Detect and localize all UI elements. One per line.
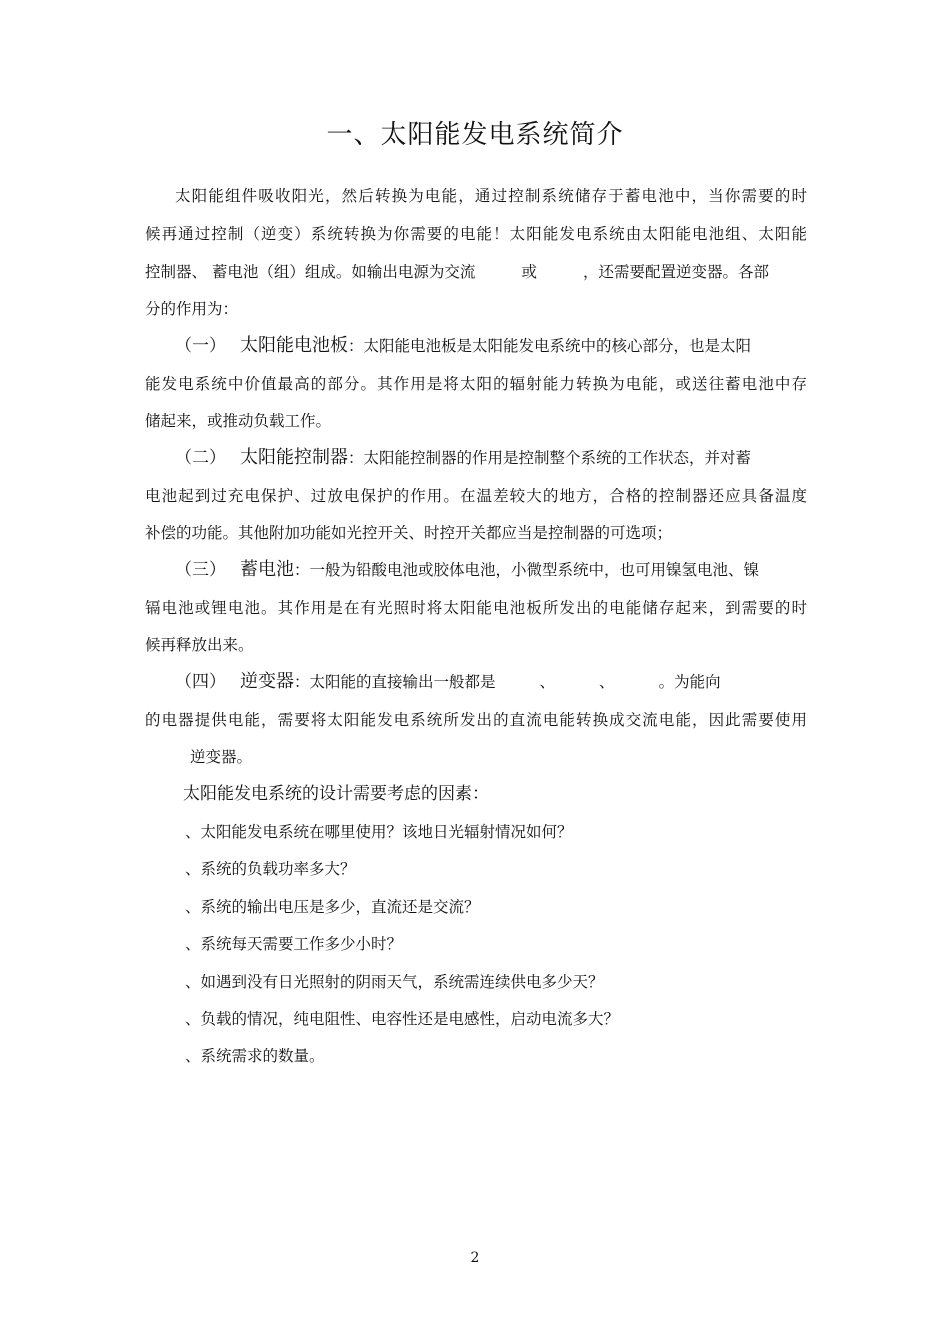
factor-item-1: 、太阳能发电系统在哪里使用？该地日光辐射情况如何？ bbox=[185, 823, 573, 841]
intro-line-3-c: ，还需要配置逆变器。各部 bbox=[582, 263, 769, 281]
factor-item-5: 、如遇到没有日光照射的阴雨天气，系统需连续供电多少天？ bbox=[185, 973, 604, 991]
intro-line-3 bbox=[145, 260, 807, 284]
section-2-number: （二） bbox=[175, 448, 226, 468]
section-4-line-1 bbox=[175, 670, 807, 694]
factor-item-3: 、系统的输出电压是多少，直流还是交流？ bbox=[185, 898, 480, 916]
factor-item-4: 、系统每天需要工作多少小时？ bbox=[185, 935, 403, 953]
section-1-text: 太阳能电池板是太阳能发电系统中的核心部分，也是太阳 bbox=[363, 337, 752, 355]
page-title: 一、太阳能发电系统简介 bbox=[326, 120, 624, 150]
section-4-line-3: 逆变器。 bbox=[190, 748, 253, 766]
factor-item-6: 、负载的情况，纯电阻性、电容性还是电感性，启动电流多大？ bbox=[185, 1010, 620, 1028]
section-2-text: 太阳能控制器的作用是控制整个系统的工作状态，并对蓄 bbox=[363, 449, 752, 467]
section-3-text: 一般为铅酸电池或胶体电池，小微型系统中，也可用镍氢电池、镍 bbox=[309, 561, 760, 579]
section-3-line-3: 候再释放出来。 bbox=[145, 636, 254, 654]
section-3-line-1 bbox=[175, 558, 807, 582]
section-4-line-2: 的电器提供电能，需要将太阳能发电系统所发出的直流电能转换成交流电能，因此需要使用 bbox=[145, 711, 807, 729]
section-4-text-c: 、 bbox=[599, 673, 615, 691]
section-4-text-d: 。为能向 bbox=[658, 673, 721, 691]
intro-line-1: 太阳能组件吸收阳光，然后转换为电能，通过控制系统储存于蓄电池中，当你需要的时 bbox=[175, 187, 807, 205]
section-2-heading: 太阳能控制器 bbox=[240, 447, 348, 468]
section-1-colon: ： bbox=[348, 337, 364, 355]
section-1-heading: 太阳能电池板 bbox=[240, 335, 348, 356]
factors-heading: 太阳能发电系统的设计需要考虑的因素： bbox=[183, 784, 489, 804]
section-4-text-a: 太阳能的直接输出一般都是 bbox=[309, 673, 496, 691]
section-2-colon: ： bbox=[348, 449, 364, 467]
factor-item-7: 、系统需求的数量。 bbox=[185, 1047, 325, 1065]
intro-line-3-b: 或 bbox=[521, 263, 537, 281]
intro-line-3-a: 控制器、 蓄电池（组）组成。如输出电源为交流 bbox=[145, 263, 476, 281]
section-1-line-3: 储起来，或推动负载工作。 bbox=[145, 412, 332, 430]
section-2-line-3: 补偿的功能。其他附加功能如光控开关、时控开关都应当是控制器的可选项； bbox=[145, 524, 673, 542]
section-2-line-2: 电池起到过充电保护、过放电保护的作用。在温差较大的地方，合格的控制器还应具备温度 bbox=[145, 487, 807, 505]
section-4-heading: 逆变器 bbox=[240, 671, 294, 692]
section-1-line-2: 能发电系统中价值最高的部分。其作用是将太阳的辐射能力转换为电能，或送往蓄电池中存 bbox=[145, 375, 807, 393]
section-4-text-b: 、 bbox=[539, 673, 556, 691]
intro-line-4: 分的作用为： bbox=[145, 300, 239, 318]
section-2-line-1 bbox=[175, 446, 807, 470]
page-number: 2 bbox=[470, 1250, 480, 1266]
section-3-line-2: 镉电池或锂电池。其作用是在有光照时将太阳能电池板所发出的电能储存起来，到需要的时 bbox=[145, 599, 807, 617]
intro-line-2: 候再通过控制（逆变）系统转换为你需要的电能！太阳能发电系统由太阳能电池组、太阳能 bbox=[145, 225, 807, 243]
section-3-colon: ： bbox=[294, 561, 310, 579]
section-4-colon: ： bbox=[294, 673, 310, 691]
section-3-number: （三） bbox=[175, 560, 226, 580]
factor-item-2: 、系统的负载功率多大？ bbox=[185, 860, 356, 878]
section-1-line-1 bbox=[175, 334, 807, 358]
section-3-heading: 蓄电池 bbox=[240, 559, 294, 580]
section-1-number: （一） bbox=[175, 336, 226, 356]
section-4-number: （四） bbox=[175, 672, 226, 692]
